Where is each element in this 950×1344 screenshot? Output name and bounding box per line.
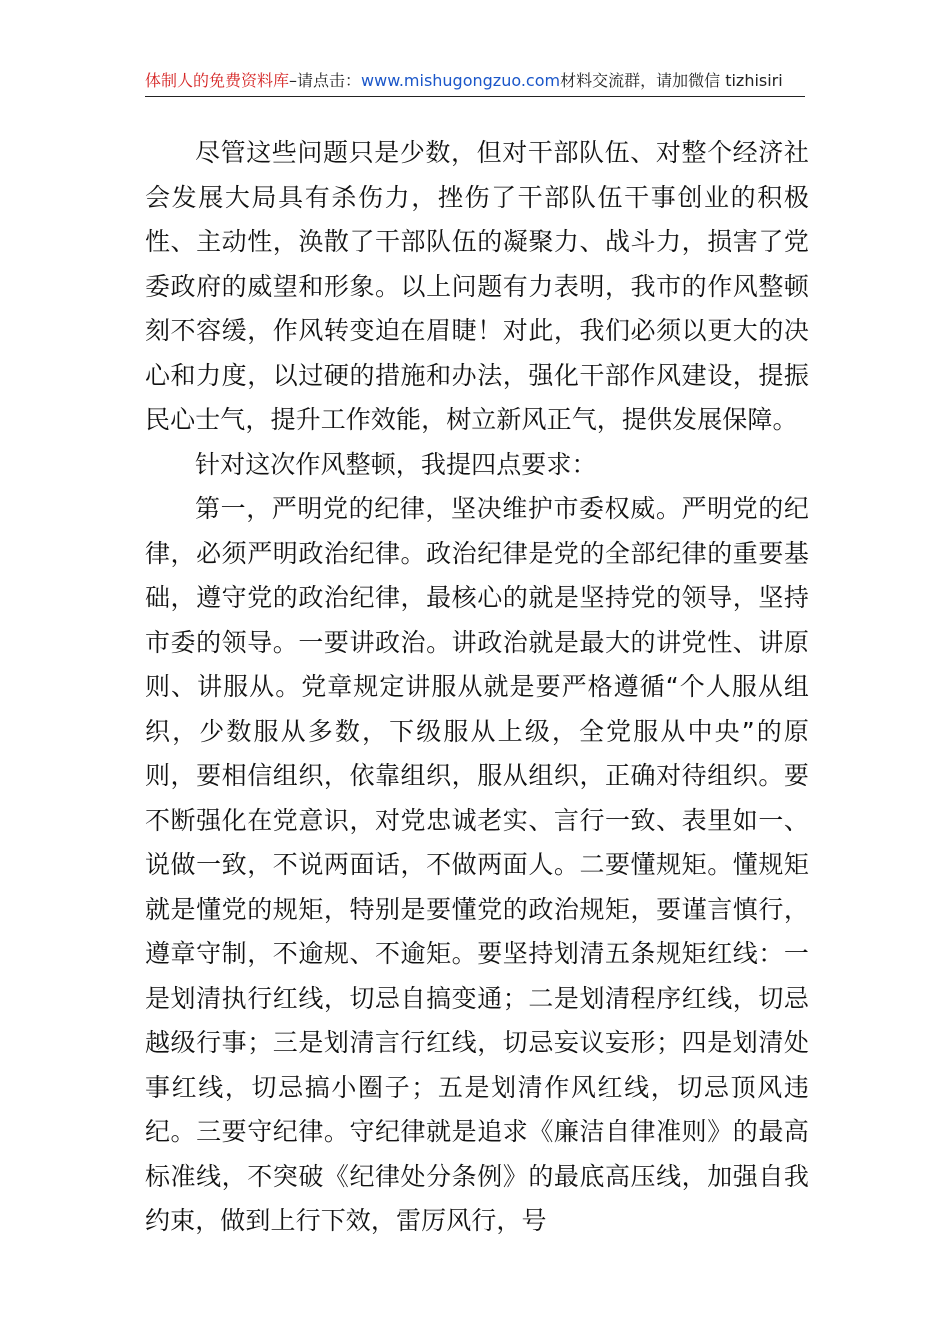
header-brand: 体制人的免费资料库 [145, 71, 290, 90]
paragraph-1: 尽管这些问题只是少数，但对干部队伍、对整个经济社会发展大局具有杀伤力，挫伤了干部队伍干事创业的积极性、主动性，涣散了干部队伍的凝聚力、战斗力，损害了党委政府的威望和形象。以上问题有力表明，我市的作风整顿刻不容缓，作风转变迫在眉睫！对此，我们必须以更大的决心和力度，以过硬的措施和办法，强化干部作风建设，提振民心士气，提升工作效能，树立新风正气，提供发展保障。 [145, 138, 809, 434]
header-prompt: –请点击： [289, 71, 362, 90]
document-body [145, 131, 809, 1244]
page-header [145, 68, 805, 97]
header-suffix: 材料交流群，请加微信 tizhisiri [560, 71, 783, 90]
header-url-link[interactable]: www.mishugongzuo.com [361, 71, 561, 90]
paragraph-2: 针对这次作风整顿，我提四点要求： [195, 449, 597, 479]
paragraph-3: 第一，严明党的纪律，坚决维护市委权威。严明党的纪律，必须严明政治纪律。政治纪律是党的全部纪律的重要基础，遵守党的政治纪律，最核心的就是坚持党的领导，坚持市委的领导。一要讲政治。讲政治就是最大的讲党性、讲原则、讲服从。党章规定讲服从就是要严格遵循“个人服从组织，少数服从多数，下级服从上级，全党服从中央”的原则，要相信组织，依靠组织，服从组织，正确对待组织。要不断强化在党意识，对党忠诚老实、言行一致、表里如一、说做一致，不说两面话，不做两面人。二要懂规矩。懂规矩就是懂党的规矩，特别是要懂党的政治规矩，要谨言慎行，遵章守制，不逾规、不逾矩。要坚持划清五条规矩红线：一是划清执行红线，切忌自搞变通；二是划清程序红线，切忌越级行事；三是划清言行红线，切忌妄议妄形；四是划清处事红线，切忌搞小圈子；五是划清作风红线，切忌顶风违纪。三要守纪律。守纪律就是追求《廉洁自律准则》的最高标准线，不突破《纪律处分条例》的最底高压线，加强自我约束，做到上行下效，雷厉风行，号 [145, 494, 809, 1235]
